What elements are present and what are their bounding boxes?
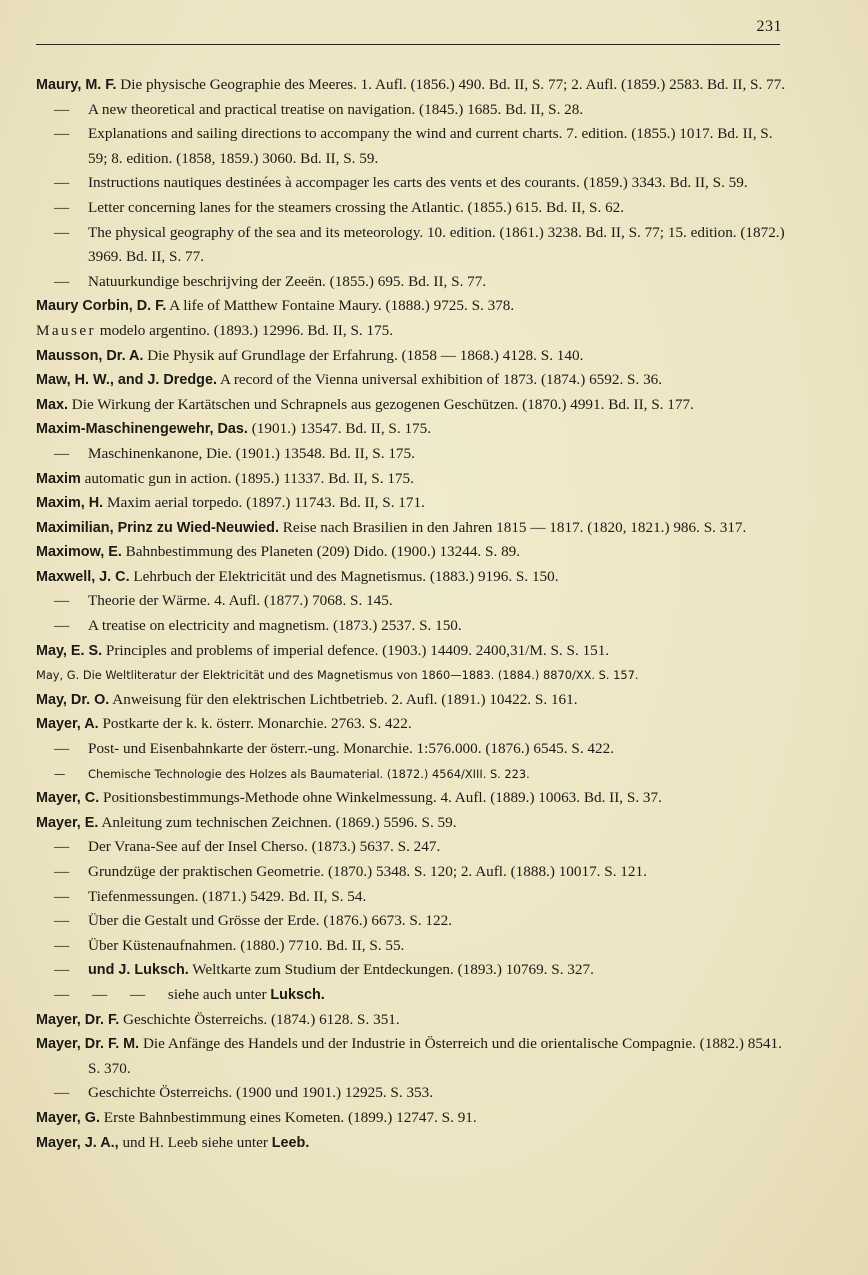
index-entries (36, 73, 786, 1155)
entry-text: Der Vrana-See auf der Insel Cherso. (1873.) 5637. S. 247. (88, 838, 441, 856)
index-entry (36, 983, 786, 1008)
index-entry (36, 712, 786, 737)
index-entry (36, 909, 786, 934)
entry-text: Positionsbestimmungs-Methode ohne Winkelmessung. 4. Aufl. (1889.) 10063. Bd. II, S. 37. (103, 789, 662, 807)
index-entry (36, 467, 786, 492)
entry-dash: — (54, 223, 70, 241)
entry-author: Mayer, G. (36, 1109, 100, 1126)
index-entry (36, 319, 786, 344)
entry-text: siehe auch unter (167, 985, 267, 1003)
index-entry (36, 934, 786, 959)
entry-author: Maw, H. W., and J. Dredge. (36, 372, 217, 389)
index-entry (36, 344, 786, 369)
index-entry (36, 294, 786, 319)
entry-author: Mayer, A. (36, 716, 99, 733)
index-entry (36, 1131, 786, 1156)
entry-text: Weltkarte zum Studium der Entdeckungen. (1893.) 10769. S. 327. (192, 961, 594, 979)
entry-text: The physical geography of the sea and its meteorology. 10. edition. (1861.) 3238. Bd. II, S. 77; 15. edition. (1872.) 3969. Bd. II, S. 77. (88, 223, 785, 266)
entry-text: Maxim aerial torpedo. (1897.) 11743. Bd. II, S. 171. (106, 494, 425, 512)
entry-author: Maxim-Maschinengewehr, Das. (36, 421, 248, 438)
entry-dash: — (54, 174, 70, 192)
index-entry (36, 393, 786, 418)
entry-text: Die Wirkung der Kartätschen und Schrapnels aus gezogenen Geschützen. (1870.) 4991. Bd. II, S. 177. (71, 395, 694, 413)
index-entry (36, 786, 786, 811)
index-entry (36, 589, 786, 614)
index-entry (36, 811, 786, 836)
entry-dash: — (54, 961, 70, 979)
entry-text: Über Küstenaufnahmen. (1880.) 7710. Bd. II, S. 55. (88, 936, 405, 954)
index-entry (36, 516, 786, 541)
entry-author: Mausson, Dr. A. (36, 347, 144, 364)
entry-text: Tiefenmessungen. (1871.) 5429. Bd. II, S. 54. (88, 887, 367, 905)
entry-text: A record of the Vienna universal exhibition of 1873. (1874.) 6592. S. 36. (219, 371, 663, 389)
entry-text: Natuurkundige beschrijving der Zeeën. (1855.) 695. Bd. II, S. 77. (88, 272, 487, 290)
entry-author: Leeb. (271, 1134, 310, 1151)
entry-dash: — (54, 887, 70, 905)
entry-dash: — (54, 617, 70, 635)
index-entry (36, 688, 786, 713)
entry-text: May, G. Die Weltliteratur der Elektricität und des Magnetismus von 1860—1883. (1884.) 8870/XX. S. 157. (36, 668, 639, 683)
entry-dash: — (54, 936, 70, 954)
index-entry (36, 1032, 786, 1081)
entry-text: Instructions nautiques destinées à accompager les carts des vents et des courants. (1859.) 3343. Bd. II, S. 59. (88, 174, 748, 192)
entry-text: Post- und Eisenbahnkarte der österr.-ung. Monarchie. 1:576.000. (1876.) 6545. S. 422. (88, 740, 614, 758)
index-entry (36, 73, 786, 98)
entry-dash: — (54, 912, 70, 930)
index-entry (36, 1106, 786, 1131)
entry-author: Maxim (36, 470, 81, 487)
entry-text: und H. Leeb siehe unter (122, 1133, 268, 1151)
index-entry (36, 885, 786, 910)
index-entry (36, 98, 786, 123)
entry-author: Maury Corbin, D. F. (36, 298, 167, 315)
entry-author: Mayer, E. (36, 814, 99, 831)
entry-dash: — (54, 272, 70, 290)
entry-author: Luksch. (270, 986, 325, 1003)
index-entry (36, 417, 786, 442)
entry-text: Erste Bahnbestimmung eines Kometen. (1899.) 12747. S. 91. (103, 1108, 477, 1126)
entry-dashes: — — — (54, 985, 146, 1003)
entry-text: Geschichte Österreichs. (1900 und 1901.) 12925. S. 353. (88, 1084, 434, 1102)
entry-text: Über die Gestalt und Grösse der Erde. (1876.) 6673. S. 122. (88, 912, 453, 930)
entry-author: Maximow, E. (36, 544, 122, 561)
entry-author: und J. Luksch. (88, 962, 189, 979)
entry-text: A life of Matthew Fontaine Maury. (1888.) 9725. S. 378. (169, 297, 515, 315)
entry-text: A new theoretical and practical treatise on navigation. (1845.) 1685. Bd. II, S. 28. (88, 100, 584, 118)
entry-dash: — (54, 198, 70, 216)
index-entry (36, 663, 786, 688)
entry-text: Principles and problems of imperial defence. (1903.) 14409. 2400,31/M. S. S. 151. (105, 641, 610, 659)
index-entry (36, 1081, 786, 1106)
index-entry (36, 270, 786, 295)
index-entry (36, 196, 786, 221)
entry-dash: — (54, 1084, 70, 1102)
index-entry (36, 368, 786, 393)
entry-text: automatic gun in action. (1895.) 11337. Bd. II, S. 175. (84, 469, 414, 487)
entry-text: Anweisung für den elektrischen Lichtbetrieb. 2. Aufl. (1891.) 10422. S. 161. (112, 690, 578, 708)
index-entry (36, 737, 786, 762)
entry-author: Mayer, J. A., (36, 1134, 119, 1151)
entry-text: Anleitung zum technischen Zeichnen. (1869.) 5596. S. 59. (101, 813, 457, 831)
entry-text: Maschinenkanone, Die. (1901.) 13548. Bd. II, S. 175. (88, 444, 415, 462)
entry-author: Mayer, Dr. F. M. (36, 1036, 140, 1053)
entry-text: Theorie der Wärme. 4. Aufl. (1877.) 7068. S. 145. (88, 592, 393, 610)
index-entry (36, 1008, 786, 1033)
entry-author: Mayer, C. (36, 790, 100, 807)
entry-author: Maxim, H. (36, 495, 104, 512)
entry-text: Die physische Geographie des Meeres. 1. Aufl. (1856.) 490. Bd. II, S. 77; 2. Aufl. (1859.) 2583. Bd. II, S. 77. (120, 76, 786, 93)
entry-text: (1901.) 13547. Bd. II, S. 175. (251, 420, 432, 438)
entry-text: Letter concerning lanes for the steamers crossing the Atlantic. (1855.) 615. Bd. II, S. 62. (88, 198, 625, 216)
index-entry (36, 860, 786, 885)
index-entry (36, 171, 786, 196)
index-entry (36, 540, 786, 565)
entry-dash: — (54, 838, 70, 856)
entry-text: Bahnbestimmung des Planeten (209) Dido. (1900.) 13244. S. 89. (125, 543, 521, 561)
entry-dash: — (54, 100, 70, 118)
entry-author: Max. (36, 396, 68, 413)
entry-text: Chemische Technologie des Holzes als Baumaterial. (1872.) 4564/XIII. S. 223. (88, 766, 530, 781)
entry-dash: — (54, 444, 70, 462)
index-entry (36, 122, 786, 171)
entry-author: May, E. S. (36, 642, 103, 659)
entry-text: Die Anfänge des Handels und der Industrie in Österreich und die orientalische Compagnie. (1882.) 8541. S. 370. (88, 1035, 782, 1077)
header-rule (36, 44, 780, 45)
entry-text: Die Physik auf Grundlage der Erfahrung. (1858 — 1868.) 4128. S. 140. (147, 346, 584, 364)
entry-dash: — (54, 125, 70, 143)
index-entry (36, 221, 786, 270)
index-entry (36, 491, 786, 516)
entry-dash: — (54, 766, 66, 781)
entry-text: Reise nach Brasilien in den Jahren 1815 — 1817. (1820, 1821.) 986. S. 317. (282, 518, 747, 536)
entry-text: Postkarte der k. k. österr. Monarchie. 2763. S. 422. (102, 715, 412, 733)
page-number: 231 (756, 18, 782, 35)
entry-text: Lehrbuch der Elektricität und des Magnetismus. (1883.) 9196. S. 150. (133, 567, 559, 585)
entry-text: Grundzüge der praktischen Geometrie. (1870.) 5348. S. 120; 2. Aufl. (1888.) 10017. S. 121. (88, 863, 647, 880)
entry-author: Maury, M. F. (36, 77, 117, 93)
entry-author: Maximilian, Prinz zu Wied-Neuwied. (36, 519, 279, 536)
entry-text: Geschichte Österreichs. (1874.) 6128. S. 351. (122, 1010, 400, 1028)
entry-author: Mayer, Dr. F. (36, 1011, 120, 1028)
index-entry (36, 614, 786, 639)
entry-dash: — (54, 592, 70, 610)
index-entry (36, 835, 786, 860)
index-entry (36, 565, 786, 590)
entry-text: modelo argentino. (1893.) 12996. Bd. II, S. 175. (99, 321, 394, 339)
entry-author: May, Dr. O. (36, 691, 110, 708)
index-entry (36, 639, 786, 664)
entry-author: Maxwell, J. C. (36, 568, 130, 585)
entry-text: A treatise on electricity and magnetism. (1873.) 2537. S. 150. (88, 617, 462, 635)
entry-spaced-term: Mauser (36, 321, 96, 339)
entry-dash: — (54, 863, 70, 880)
index-entry (36, 762, 786, 787)
index-entry (36, 442, 786, 467)
entry-dash: — (54, 740, 70, 758)
entry-text: Explanations and sailing directions to accompany the wind and current charts. 7. edition. (1855.) 1017. Bd. II, S. 59; 8. edition. (1858, 1859.) 3060. Bd. II, S. 59. (88, 125, 773, 167)
index-entry (36, 958, 786, 983)
